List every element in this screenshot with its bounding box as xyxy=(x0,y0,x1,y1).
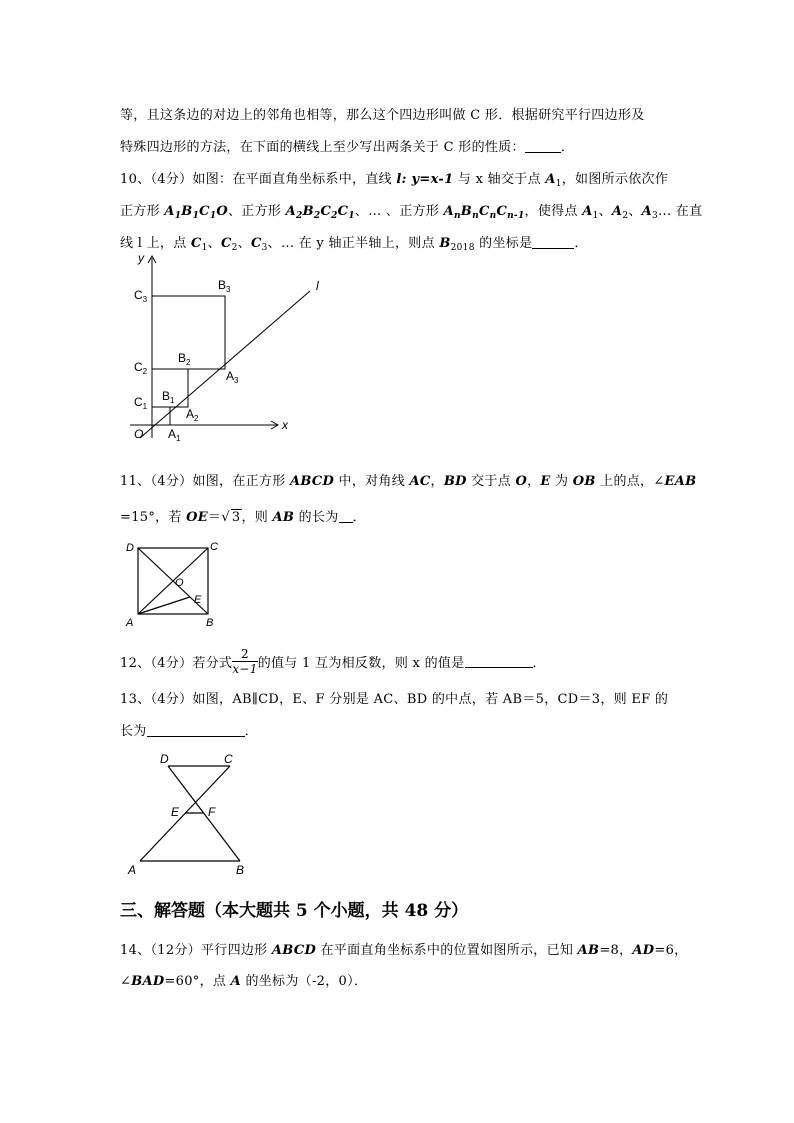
answer-blank-q13[interactable] xyxy=(147,724,245,737)
answer-blank-q10[interactable] xyxy=(532,236,574,249)
label-y: y xyxy=(138,251,144,265)
label-D: D xyxy=(126,542,134,554)
label-A1: $A_1$ xyxy=(168,427,181,443)
label-x: x xyxy=(282,418,288,432)
label-O: O xyxy=(134,427,144,441)
answer-blank-q11[interactable] xyxy=(339,510,353,523)
q13-line-1: 13、（4分）如图，AB∥CD，E、F 分别是 AC、BD 的中点，若 AB＝5，CD＝3，则 EF 的 xyxy=(120,692,669,707)
label-C3: $C_3$ xyxy=(134,288,148,304)
q10-line-1: 10、（4分）如图：在平面直角坐标系中，直线 l: y=x-1 与 x 轴交于点 $A_1$，如图所示依次作 xyxy=(120,172,669,189)
label-l: l xyxy=(316,279,319,293)
q11-line-1: 11、（4分）如图，在正方形 ABCD 中，对角线 AC，BD 交于点 O，E 为 OB 上的点，∠EAB xyxy=(120,474,697,489)
q10-line-2: 正方形 $A_1B_1C_1O$、正方形 $A_2B_2C_2C_1$、... 、正方形 $A_nB_nC_nC_{n-1}$，使得点 $A_1$、$A_2$、$A_3$... 在直 xyxy=(120,204,703,221)
label-E: E xyxy=(171,805,180,819)
label-B2: $B_2$ xyxy=(178,351,191,367)
label-O: O xyxy=(175,577,184,589)
q11-line-2: =15°，若 OE＝√ 3，则 AB 的长为 ． xyxy=(120,510,366,525)
segment-AE xyxy=(138,597,190,614)
fraction: $\frac{2}{x-1}$ xyxy=(232,646,258,676)
label-B: B xyxy=(236,863,245,877)
label-A: A xyxy=(128,863,137,877)
text-line-2: 特殊四边形的方法，在下面的横线上至少写出两条关于 C 形的性质： ． xyxy=(120,140,575,155)
label-C1: $C_1$ xyxy=(134,395,148,411)
label-C2: $C_2$ xyxy=(134,360,148,376)
label-A2: $A_2$ xyxy=(186,407,199,423)
answer-blank-c-shape[interactable] xyxy=(525,140,561,153)
label-A: A xyxy=(126,617,134,629)
q12-line: 12、（4分）若分式 $\frac{2}{x-1}$ 的值与 1 互为相反数，则 x 的值是 ． xyxy=(120,646,546,676)
label-B: B xyxy=(206,617,214,629)
label-B1: $B_1$ xyxy=(162,389,175,405)
label-C: C xyxy=(210,541,218,553)
label-D: D xyxy=(160,752,169,766)
figure-q11-square xyxy=(124,538,224,630)
label-B3: $B_3$ xyxy=(218,278,231,294)
q13-line-2: 长为 ． xyxy=(120,724,258,739)
section-heading: 三、解答题（本大题共 5 个小题，共 48 分） xyxy=(120,901,469,921)
label-C: C xyxy=(224,752,233,766)
figure-q13-trapezoid xyxy=(124,748,264,880)
label-E: E xyxy=(194,594,202,606)
answer-blank-q12[interactable] xyxy=(465,655,533,668)
q14-line-1: 14、（12分）平行四边形 ABCD 在平面直角坐标系中的位置如图所示，已知 AB=8，AD=6， xyxy=(120,943,688,958)
label-F: F xyxy=(208,805,216,819)
label-A3: $A_3$ xyxy=(226,369,239,385)
text-line-1: 等，且这条边的对边上的邻角也相等，那么这个四边形叫做 C 形．根据研究平行四边形及 xyxy=(120,108,645,123)
q14-line-2: ∠BAD=60°，点 A 的坐标为（-2，0）． xyxy=(120,974,368,989)
q10-line-3: 线 l 上，点 $C_1$、$C_2$、$C_3$、... 在 y 轴正半轴上，则点 $B_{2018}$ 的坐标是 ． xyxy=(120,236,588,253)
square-1 xyxy=(152,407,170,425)
figure-q10-squares xyxy=(120,248,350,448)
